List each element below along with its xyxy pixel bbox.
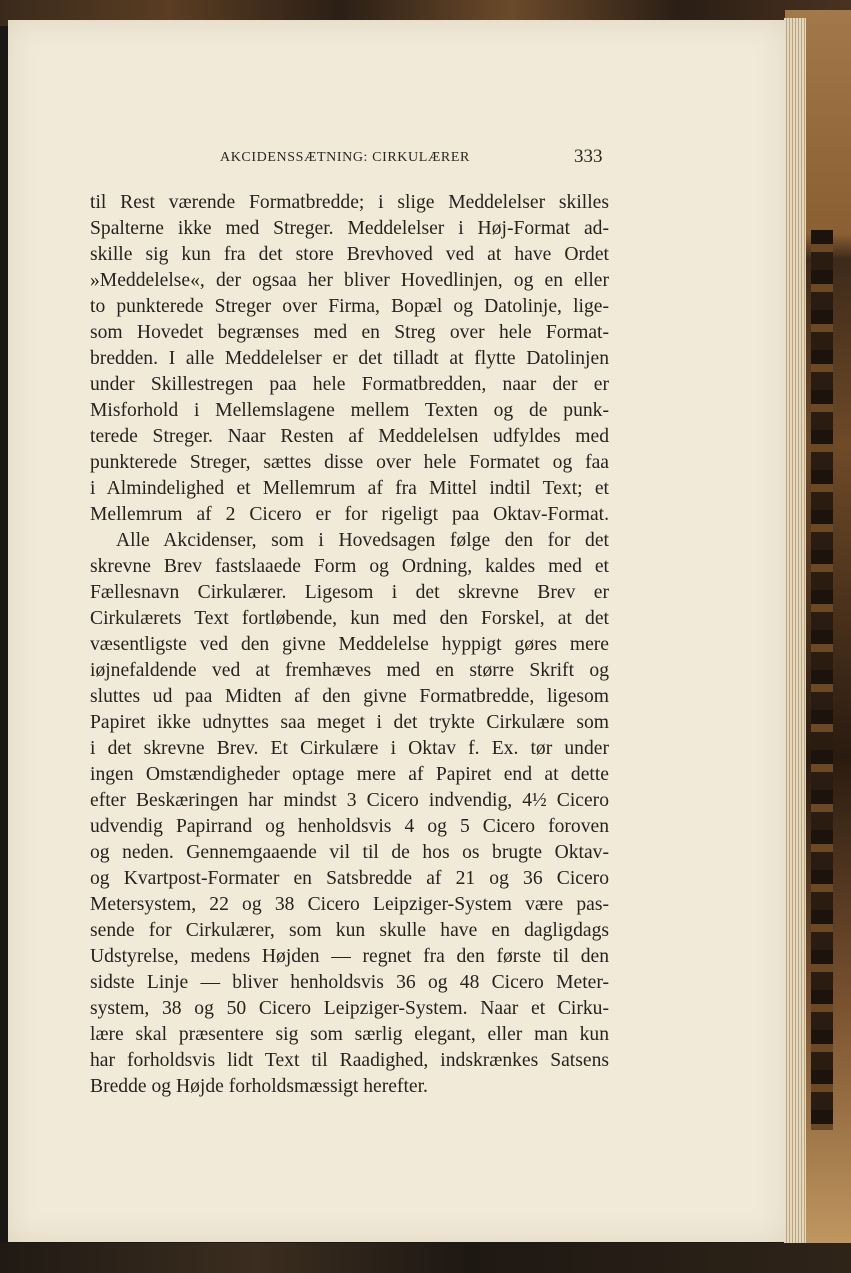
text-line: »Meddelelse«, der ogsaa her bliver Hovedlinjen, og en eller <box>90 270 609 291</box>
text-line: punkterede Streger, sættes disse over hele Formatet og faa <box>90 452 609 473</box>
text-line: i Almindelighed et Mellemrum af fra Mittel indtil Text; et <box>90 478 609 499</box>
text-line: i det skrevne Brev. Et Cirkulære i Oktav f. Ex. tør under <box>90 738 609 759</box>
text-line: system, 38 og 50 Cicero Leipziger-System. Naar et Cirku- <box>90 998 609 1019</box>
text-line: ingen Omstændigheder optage mere af Papiret end at dette <box>90 764 609 785</box>
text-line: sidste Linje — bliver henholdsvis 36 og 48 Cicero Meter- <box>90 972 609 993</box>
text-line: Udstyrelse, medens Højden — regnet fra den første til den <box>90 946 609 967</box>
text-line: Papiret ikke udnyttes saa meget i det trykte Cirkulære som <box>90 712 609 733</box>
text-line: som Hovedet begrænses med en Streg over hele Format- <box>90 322 609 343</box>
text-line: skille sig kun fra det store Brevhoved ved at have Ordet <box>90 244 609 265</box>
text-line: iøjnefaldende ved at fremhæves med en større Skrift og <box>90 660 609 681</box>
text-line: væsentligste ved den givne Meddelelse hyppigt gøres mere <box>90 634 609 655</box>
text-line: sende for Cirkulærer, som kun skulle have en dagligdags <box>90 920 609 941</box>
text-line: to punkterede Streger over Firma, Bopæl og Datolinje, lige- <box>90 296 609 317</box>
text-line: efter Beskæringen har mindst 3 Cicero indvendig, 4½ Cicero <box>90 790 609 811</box>
text-line: og neden. Gennemgaaende vil til de hos os brugte Oktav- <box>90 842 609 863</box>
cover-marbling <box>811 230 833 1130</box>
text-line: Alle Akcidenser, som i Hovedsagen følge den for det <box>116 530 609 551</box>
text-line: under Skillestregen paa hele Formatbredden, naar der er <box>90 374 609 395</box>
text-line: Metersystem, 22 og 38 Cicero Leipziger-System være pas- <box>90 894 609 915</box>
text-line: Bredde og Højde forholdsmæssigt herefter. <box>90 1076 428 1097</box>
bottom-binding <box>0 1243 851 1273</box>
text-line: og Kvartpost-Formater en Satsbredde af 21 og 36 Cicero <box>90 868 609 889</box>
text-line: skrevne Brev fastslaaede Form og Ordning, kaldes med et <box>90 556 609 577</box>
text-line: har forholdsvis lidt Text til Raadighed, indskrænkes Satsens <box>90 1050 609 1071</box>
text-line: sluttes ud paa Midten af den givne Formatbredde, ligesom <box>90 686 609 707</box>
text-line: lære skal præsentere sig som særlig elegant, eller man kun <box>90 1024 609 1045</box>
page-number: 333 <box>574 146 603 167</box>
text-line: Cirkulærets Text fortløbende, kun med den Forskel, at det <box>90 608 609 629</box>
text-line: terede Streger. Naar Resten af Meddelelsen udfyldes med <box>90 426 609 447</box>
page-stack-edges <box>784 18 806 1248</box>
text-line: udvendig Papirrand og henholdsvis 4 og 5 Cicero foroven <box>90 816 609 837</box>
text-line: Spalterne ikke med Streger. Meddelelser i Høj-Format ad- <box>90 218 609 239</box>
text-line: til Rest værende Formatbredde; i slige Meddelelser skilles <box>90 192 609 213</box>
text-line: bredden. I alle Meddelelser er det tilladt at flytte Datolinjen <box>90 348 609 369</box>
running-head: AKCIDENSSÆTNING: CIRKULÆRER <box>220 150 470 165</box>
text-line: Mellemrum af 2 Cicero er for rigeligt paa Oktav-Format. <box>90 504 609 525</box>
text-line: Misforhold i Mellemslagene mellem Texten og de punk- <box>90 400 609 421</box>
text-line: Fællesnavn Cirkulærer. Ligesom i det skrevne Brev er <box>90 582 609 603</box>
